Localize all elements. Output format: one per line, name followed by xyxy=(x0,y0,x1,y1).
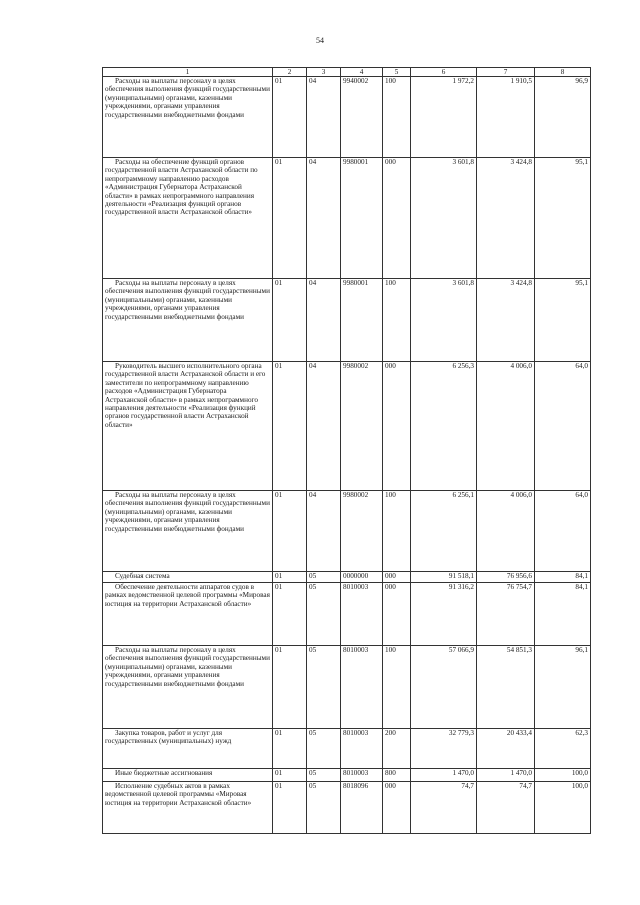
table-row xyxy=(103,158,591,279)
target-article-code: 0000000 xyxy=(341,572,383,583)
column-number: 4 xyxy=(341,68,383,77)
section-code: 01 xyxy=(273,279,307,362)
execution-percent: 64,0 xyxy=(535,491,591,572)
executed-amount: 74,7 xyxy=(477,782,535,834)
table-row xyxy=(103,279,591,362)
column-number: 8 xyxy=(535,68,591,77)
expense-type-code: 000 xyxy=(383,158,411,279)
executed-amount: 3 424,8 xyxy=(477,158,535,279)
target-article-code: 9940002 xyxy=(341,77,383,158)
table-row xyxy=(103,491,591,572)
expense-name: Расходы на выплаты персоналу в целях обеспечения выполнения функций государственными (муниципальными) органами, казенными учреждениями, органами управления государственными внебюджетными фондами xyxy=(103,491,273,572)
expense-type-code: 000 xyxy=(383,572,411,583)
section-code: 01 xyxy=(273,782,307,834)
planned-amount: 1 972,2 xyxy=(411,77,477,158)
execution-percent: 84,1 xyxy=(535,572,591,583)
column-number: 3 xyxy=(307,68,341,77)
section-code: 01 xyxy=(273,77,307,158)
expense-type-code: 000 xyxy=(383,583,411,646)
target-article-code: 8010003 xyxy=(341,646,383,729)
section-code: 01 xyxy=(273,362,307,491)
expense-name: Обеспечение деятельности аппаратов судов в рамках ведомственной целевой программы «Мировая юстиция на территории Астраханской области» xyxy=(103,583,273,646)
planned-amount: 91 518,1 xyxy=(411,572,477,583)
subsection-code: 04 xyxy=(307,77,341,158)
planned-amount: 32 779,3 xyxy=(411,729,477,769)
table-row xyxy=(103,362,591,491)
planned-amount: 91 316,2 xyxy=(411,583,477,646)
table-row xyxy=(103,77,591,158)
executed-amount: 76 956,6 xyxy=(477,572,535,583)
execution-percent: 100,0 xyxy=(535,782,591,834)
column-number: 2 xyxy=(273,68,307,77)
section-code: 01 xyxy=(273,158,307,279)
expense-name: Иные бюджетные ассигнования xyxy=(103,769,273,782)
target-article-code: 8010003 xyxy=(341,583,383,646)
subsection-code: 04 xyxy=(307,158,341,279)
expense-name: Судебная система xyxy=(103,572,273,583)
executed-amount: 3 424,8 xyxy=(477,279,535,362)
column-number: 7 xyxy=(477,68,535,77)
executed-amount: 20 433,4 xyxy=(477,729,535,769)
section-code: 01 xyxy=(273,583,307,646)
subsection-code: 05 xyxy=(307,782,341,834)
expense-name: Расходы на выплаты персоналу в целях обеспечения выполнения функций государственными (муниципальными) органами, казенными учреждениями, органами управления государственными внебюджетными фондами xyxy=(103,646,273,729)
expense-name: Закупка товаров, работ и услуг для государственных (муниципальных) нужд xyxy=(103,729,273,769)
target-article-code: 9980002 xyxy=(341,362,383,491)
expense-type-code: 100 xyxy=(383,491,411,572)
page-number: 54 xyxy=(316,36,324,45)
column-number: 6 xyxy=(411,68,477,77)
section-code: 01 xyxy=(273,572,307,583)
target-article-code: 8010003 xyxy=(341,729,383,769)
target-article-code: 9980002 xyxy=(341,491,383,572)
execution-percent: 96,9 xyxy=(535,77,591,158)
executed-amount: 4 006,0 xyxy=(477,362,535,491)
target-article-code: 9980001 xyxy=(341,158,383,279)
section-code: 01 xyxy=(273,729,307,769)
expense-type-code: 100 xyxy=(383,77,411,158)
execution-percent: 95,1 xyxy=(535,158,591,279)
section-code: 01 xyxy=(273,646,307,729)
expense-type-code: 000 xyxy=(383,362,411,491)
planned-amount: 6 256,3 xyxy=(411,362,477,491)
planned-amount: 1 470,0 xyxy=(411,769,477,782)
column-number: 1 xyxy=(103,68,273,77)
expense-name: Расходы на обеспечение функций органов государственной власти Астраханской области по непрограммному направлению расходов «Администрация Губернатора Астраханской области» в рамках непрограммного направления деятельности «Реализация функций органов государственной власти Астраханской области» xyxy=(103,158,273,279)
subsection-code: 05 xyxy=(307,729,341,769)
executed-amount: 1 470,0 xyxy=(477,769,535,782)
expense-type-code: 200 xyxy=(383,729,411,769)
subsection-code: 05 xyxy=(307,583,341,646)
planned-amount: 3 601,8 xyxy=(411,279,477,362)
subsection-code: 05 xyxy=(307,769,341,782)
expense-type-code: 800 xyxy=(383,769,411,782)
subsection-code: 05 xyxy=(307,572,341,583)
target-article-code: 8018096 xyxy=(341,782,383,834)
target-article-code: 8010003 xyxy=(341,769,383,782)
subsection-code: 04 xyxy=(307,362,341,491)
execution-percent: 95,1 xyxy=(535,279,591,362)
section-code: 01 xyxy=(273,491,307,572)
expense-type-code: 100 xyxy=(383,279,411,362)
executed-amount: 4 006,0 xyxy=(477,491,535,572)
target-article-code: 9980001 xyxy=(341,279,383,362)
subsection-code: 04 xyxy=(307,279,341,362)
table-row xyxy=(103,583,591,646)
execution-percent: 64,0 xyxy=(535,362,591,491)
subsection-code: 04 xyxy=(307,491,341,572)
subsection-code: 05 xyxy=(307,646,341,729)
execution-percent: 84,1 xyxy=(535,583,591,646)
column-number: 5 xyxy=(383,68,411,77)
table-row xyxy=(103,769,591,782)
planned-amount: 57 066,9 xyxy=(411,646,477,729)
budget-execution-table xyxy=(102,67,591,834)
expense-name: Расходы на выплаты персоналу в целях обеспечения выполнения функций государственными (муниципальными) органами, казенными учреждениями, органами управления государственными внебюджетными фондами xyxy=(103,279,273,362)
expense-name: Руководитель высшего исполнительного органа государственной власти Астраханской области и его заместители по непрограммному направлению расходов «Администрация Губернатора Астраханской области» в рамках непрограммного направления деятельности «Реализация функций органов государственной власти Астраханской области» xyxy=(103,362,273,491)
execution-percent: 96,1 xyxy=(535,646,591,729)
table-row xyxy=(103,572,591,583)
execution-percent: 100,0 xyxy=(535,769,591,782)
planned-amount: 3 601,8 xyxy=(411,158,477,279)
expense-type-code: 000 xyxy=(383,782,411,834)
column-number-row xyxy=(103,68,591,77)
table-row xyxy=(103,646,591,729)
expense-type-code: 100 xyxy=(383,646,411,729)
planned-amount: 6 256,1 xyxy=(411,491,477,572)
execution-percent: 62,3 xyxy=(535,729,591,769)
expense-name: Исполнение судебных актов в рамках ведомственной целевой программы «Мировая юстиция на территории Астраханской области» xyxy=(103,782,273,834)
planned-amount: 74,7 xyxy=(411,782,477,834)
executed-amount: 76 754,7 xyxy=(477,583,535,646)
expense-name: Расходы на выплаты персоналу в целях обеспечения выполнения функций государственными (муниципальными) органами, казенными учреждениями, органами управления государственными внебюджетными фондами xyxy=(103,77,273,158)
executed-amount: 54 851,3 xyxy=(477,646,535,729)
section-code: 01 xyxy=(273,769,307,782)
executed-amount: 1 910,5 xyxy=(477,77,535,158)
table-row xyxy=(103,729,591,769)
table-row xyxy=(103,782,591,834)
